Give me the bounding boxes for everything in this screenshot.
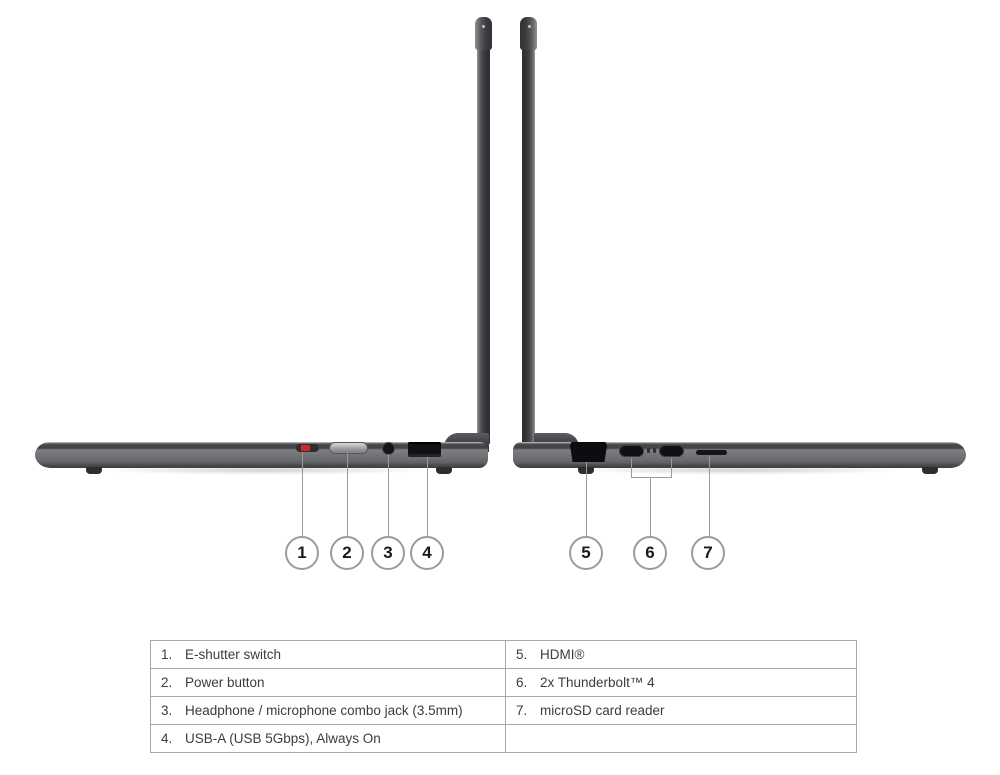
callout-number: 2 (342, 543, 352, 562)
callout-number: 7 (703, 543, 713, 562)
callout-circle-2 (330, 536, 364, 570)
legend-label: Headphone / microphone combo jack (3.5mm) (185, 703, 463, 718)
thunderbolt-4-port-1 (620, 446, 643, 456)
callout-number: 3 (383, 543, 393, 562)
legend-number: 2 . (161, 675, 185, 690)
callout-bracket-6-left (631, 458, 632, 477)
legend-cell-2 (151, 669, 506, 697)
legend-cell-7 (506, 697, 857, 725)
callout-line-4 (427, 457, 428, 536)
table-row (151, 697, 857, 725)
legend-cell-5 (506, 641, 857, 669)
port-marking (653, 448, 656, 453)
callout-circle-3 (371, 536, 405, 570)
rubber-foot (922, 467, 938, 474)
thunderbolt-4-port-2 (660, 446, 683, 456)
callout-line-1 (302, 452, 303, 536)
legend-label: Power button (185, 675, 265, 690)
legend-number: 4 . (161, 731, 185, 746)
callout-line-2 (347, 453, 348, 536)
legend-number: 7 . (516, 703, 540, 718)
callout-line-6 (650, 477, 651, 536)
port-marking (647, 448, 650, 453)
camera-bar (475, 17, 492, 50)
callout-number: 6 (645, 543, 655, 562)
callout-line-3 (388, 454, 389, 536)
legend-label: E-shutter switch (185, 647, 282, 662)
callout-line-5 (586, 462, 587, 536)
callout-circle-4 (410, 536, 444, 570)
webcam-icon (482, 25, 485, 28)
table-row (151, 725, 857, 753)
microsd-card-slot (696, 450, 727, 455)
callout-line-7 (709, 456, 710, 536)
legend-cell-1 (151, 641, 506, 669)
port-legend-table (150, 640, 857, 753)
rubber-foot (86, 467, 102, 474)
legend-number: 1 . (161, 647, 185, 662)
laptop-lid (477, 18, 490, 444)
power-button (330, 443, 367, 453)
legend-label: 2x Thunderbolt™ 4 (540, 675, 655, 690)
camera-bar (520, 17, 537, 50)
table-row (151, 669, 857, 697)
legend-number: 5 . (516, 647, 540, 662)
legend-label: HDMI® (540, 647, 585, 662)
laptop-lid (522, 18, 535, 444)
callout-number: 4 (422, 543, 432, 562)
callout-circle-1 (285, 536, 319, 570)
legend-cell-4 (151, 725, 506, 753)
callout-bracket-6-right (671, 458, 672, 477)
callout-circle-6 (633, 536, 667, 570)
legend-cell-empty (506, 725, 857, 753)
rubber-foot (436, 467, 452, 474)
legend-number: 6 . (516, 675, 540, 690)
legend-number: 3 . (161, 703, 185, 718)
callout-number: 5 (581, 543, 591, 562)
headphone-jack-port (383, 443, 394, 454)
callout-circle-5 (569, 536, 603, 570)
callout-circle-7 (691, 536, 725, 570)
usb-a-port (408, 442, 441, 457)
webcam-icon (528, 25, 531, 28)
legend-cell-6 (506, 669, 857, 697)
callout-number: 1 (297, 543, 307, 562)
legend-label: USB-A (USB 5Gbps), Always On (185, 731, 381, 746)
table-row (151, 641, 857, 669)
callout-bracket-6 (631, 477, 672, 478)
e-shutter-red-indicator (301, 445, 310, 451)
legend-cell-3 (151, 697, 506, 725)
hdmi-port (570, 442, 607, 462)
legend-label: microSD card reader (540, 703, 665, 718)
